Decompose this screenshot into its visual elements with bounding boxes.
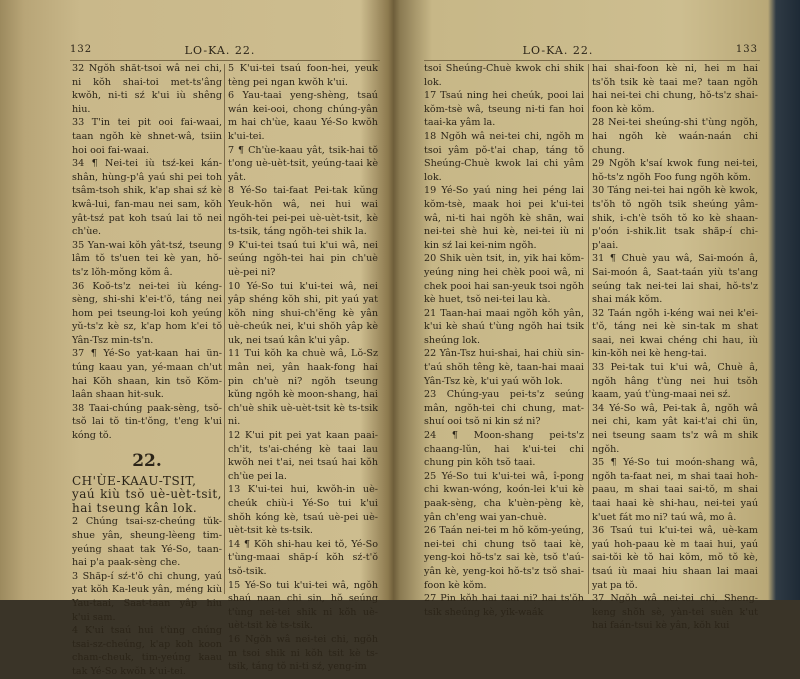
verse: tsoi Sheúng-Chuè kwok chi shik lok. <box>424 63 584 88</box>
verse: 28 Nei-tei sheúng-shi t'ùng ngŏh, hai ngŏh kè waán-naán chi chung. <box>592 117 758 156</box>
left-column-2 <box>228 62 378 673</box>
verse: 7 ¶ Ch'ùe-kaau yât, tsik-hai tŏ t'ong uè-uèt-tsit, yeúng-taai kè yât. <box>228 144 378 183</box>
verse: 27 Pin kŏh hai taai ni? hai ts'ŏh tsik sheúng kè, yik-waák <box>424 593 584 618</box>
running-head: LO-KA. 22. <box>184 44 256 57</box>
verse: 33 T'in tei pit ooi fai-waai, taan ngŏh kè shnet-wâ, tsiin hoi ooi fai-waai. <box>72 117 222 156</box>
verse: 36 Koŏ-ts'z nei-tei iù kéng-sèng, shi-shi k'ei-t'ŏ, táng nei hom pei tseung-loi koh yeúng yŭ-ts'z kè sz, k'ap hom k'ei tŏ Yân-Tsz min-ts'n. <box>72 280 222 346</box>
verse: 26 Taán nei-tei m hŏ kŏm-yeúng, nei-tei chi chung tsŏ taai kè, yeng-koi hŏ-ts'z sai kè, tsŏ t'aú-yân kè, yeng-koi hŏ-ts'z tsŏ shai-foon kè kŏm. <box>424 525 584 591</box>
verse: 34 Yé-So wâ, Pei-tak â, ngŏh wâ nei chi, kam yât kai-t'ai chi ün, nei tseung saam ts'z wâ m shik ngŏh. <box>592 402 758 455</box>
verse: 3 Shăp-í sź-t'ŏ chi chung, yaú yat kŏh Ka-leuk yân, méng kiù Yau-taai, Saat-taan yâp hiu k'ui sam. <box>72 570 222 623</box>
page-number: 132 <box>70 44 93 55</box>
running-head: LO-KA. 22. <box>522 44 594 57</box>
verse: 25 Yé-So tui k'ui-tei wâ, î-pong chi kwan-wóng, koón-lei k'ui kè paak-sèng, cha k'uèn-pèng kè, yân ch'eng wai yan-chuè. <box>424 470 584 523</box>
verse: 22 Yân-Tsz hui-shai, hai chiù sin-t'aú shŏh têng kè, taan-hai maai Yân-Tsz kè, k'ui yaú wŏh lok. <box>424 348 584 387</box>
verse: 11 Tui kŏh ka chuè wâ, Lŏ-Sz mân nei, yân haak-fong hai pin ch'uè ni? ngŏh tseung kŭng ngŏh kè moon-shang, hai ch'uè shik uè-uèt-tsit kè ts-tsik ni. <box>228 348 378 428</box>
verse: 30 Táng nei-tei hai ngŏh kè kwok, ts'ŏh tŏ ngŏh tsik sheúng yâm-shik, i-ch'è tsŏh tŏ ko kè shaan-p'oón i-shik.lit tsak shăp-í chi-p'aai. <box>592 185 758 251</box>
verse: 31 ¶ Chuè yau wâ, Sai-moón â, Sai-moón â, Saat-taán yiù ts'ang seúng tak nei-tei lai shai, hŏ-ts'z shai mák kŏm. <box>592 253 758 306</box>
verse: 32 Taán ngŏh i-kéng wai nei k'ei-t'ŏ, táng nei kè sin-tak m shat saai, nei kwai chéng chi hau, iù kin-kŏh nei kè heng-tai. <box>592 307 758 360</box>
left-column-1 <box>72 62 222 677</box>
right-column-2 <box>592 62 758 632</box>
left-page-columns <box>14 62 386 677</box>
verse: 32 Ngŏh shăt-tsoi wâ nei chi, ni kŏh shai-toi met-ts'âng kwŏh, ni-ti sź k'ui iù shêng hiu. <box>72 63 222 115</box>
chapter-heading: 22. <box>132 450 162 471</box>
verse: 34 ¶ Nei-tei iù tsź-kei kán-shân, hùng-p'â yaú shi pei toh tsâm-tsoh shik, k'ap shai sź kè kwâ-lui, fan-mau nei sam, kŏh yât-tsź pat koh tsaú lai tŏ nei ch'ùe. <box>72 158 222 238</box>
verse: 33 Pei-tak tui k'ui wâ, Chuè â, ngŏh hâng t'ùng nei hui tsŏh kaam, yaú t'ùng-maai nei sź. <box>592 362 758 401</box>
verse: 37 Ngŏh wâ nei-tei chi, Sheng-keng shŏh sè, yàn-tei suèn k'ut hai faán-tsui kè yân, kŏh kui <box>592 593 758 632</box>
verse: 29 Ngŏh k'saí kwok fung nei-tei, hŏ-ts'z ngŏh Foo fung ngŏh kŏm. <box>592 158 758 183</box>
right-page <box>408 0 768 632</box>
verse: 4 K'ui tsaú hui t'ùng chúng tsai-sz-cheúng, k'ap koh koon cham-cheuk, tim-yeúng kaau tak Yé-So kwŏh k'ui-tei. <box>72 625 222 677</box>
verse: 14 ¶ Kŏh shi-hau kei tŏ, Yé-So t'ùng-maai shăp-í kŏh sź-t'ŏ tsŏ-tsik. <box>228 538 378 577</box>
verse: 35 Yan-wai kŏh yât-tsź, tseung lâm tŏ ts'uen tei kè yan, hŏ-ts'z lŏh-mŏng kŏm â. <box>72 239 222 278</box>
verse: CH'ÙE-KAAU-TSIT, yaú kiù tsŏ uè-uèt-tsit, hai tseung kân lok. <box>72 473 222 515</box>
verse: 18 Ngŏh wâ nei-tei chi, ngŏh m tsoi yâm pŏ-t'ai chap, táng tŏ Sheúng-Chuè kwok lai chi yâm lok. <box>424 130 584 183</box>
verse: 2 Chúng tsai-sz-cheúng tŭk-shue yân, sheung-lèeng tim-yeúng shaat tak Yé-So, taan-hai p'a paak-sèng che. <box>72 516 222 569</box>
header-rule <box>424 60 760 61</box>
verse: 21 Taan-hai maai ngŏh kŏh yân, k'ui kè shaú t'ùng ngŏh hai tsik sheúng lok. <box>424 307 584 346</box>
verse: 13 K'ui-tei hui, kwŏh-in uè-cheúk chiù-i Yé-So tui k'ui shŏh kóng kè, tsaú uè-pei uè-uèt-tsit kè ts-tsik. <box>228 484 378 537</box>
verse: 5 K'ui-tei tsaú foon-hei, yeuk tèng pei ngan kwŏh k'ui. <box>228 63 378 88</box>
verse: 19 Yé-So yaú ning hei péng lai kŏm-tsè, maak hoi pei k'ui-tei wâ, ni-ti hai ngŏh kè shăn, wai nei-tei shè hui kè, nei-tei iù ni kin sź lai kei-nim ngŏh. <box>424 185 584 251</box>
verse: 6 Yau-taai yeng-shèng, tsaú wán kei-ooi, chong chúng-yân m hai ch'ùe, kaau Yé-So kwŏh k'ui-tei. <box>228 90 378 142</box>
left-page-header <box>14 44 386 60</box>
verse: hai shai-foon kè ni, hei m hai ts'ŏh tsik kè taai me? taan ngŏh hai nei-tei chi chung, hŏ-ts'z shai-foon kè kŏm. <box>592 63 758 115</box>
verse: 15 Yé-So tui k'ui-tei wâ, ngŏh shaú naan chi sin, hŏ seúng t'ùng nei-tei shik ni kŏh uè-uèt-tsit kè ts-tsik. <box>228 579 378 632</box>
verse: 9 K'ui-tei tsaú tui k'ui wâ, nei seúng ngŏh-tei hai pin ch'uè uè-pei ni? <box>228 239 378 278</box>
right-page-columns <box>408 62 768 632</box>
verse: 8 Yé-So tai-faat Pei-tak kŭng Yeuk-hŏn wâ, nei hui wai ngŏh-tei pei-pei uè-uèt-tsit, kè ts-tsik, táng ngŏh-tei shik la. <box>228 185 378 238</box>
verse: 16 Ngŏh wâ nei-tei chi, ngŏh m tsoi shik ni kŏh tsit kè ts-tsik, táng tŏ ni-ti sź, yeng-im <box>228 633 378 673</box>
verse: 36 Tsaú tui k'ui-tei wâ, uè-kam yaú hoh-paau kè m taai hui, yaú sai-tŏi kè tŏ hai kŏm, mŏ tŏ kè, tsaú iù maai hiu shaan lai maai yat pa tŏ. <box>592 525 758 591</box>
verse: 38 Taai-chúng paak-sèng, tsŏ-tsŏ lai tŏ tin-t'ŏng, t'eng k'ui kóng tŏ. <box>72 402 222 442</box>
right-page-header <box>408 44 768 60</box>
verse: 20 Shik uèn tsit, in, yik hai kŏm-yeúng ning hei chèk pooi wâ, ni chek pooi hai san-yeuk tsoi ngŏh kè huet, tsŏ nei-tei lau kà. <box>424 253 584 306</box>
verse: 17 Tsaú ning hei cheúk, pooi lai kŏm-tsè wâ, tseung ni-ti fan hoi taai-ka yâm la. <box>424 90 584 129</box>
right-column-1 <box>424 62 584 618</box>
verse: 35 ¶ Yé-So tui moón-shang wâ, ngŏh ta-faat nei, m shai taai hoh-paau, m shai taai sai-tŏ, m shai taai haai kè shi-hau, nei-tei yaú k'uet fát mo ni? taú wâ, mo â. <box>592 457 758 523</box>
verse: 23 Chúng-yau pei-ts'z seúng mân, ngŏh-tei chi chung, mat-shuí ooi tsŏ ni kin sź ni? <box>424 389 584 428</box>
verse: 24 ¶ Moon-shang pei-ts'z chaang-lŭn, hai k'ui-tei chi chung pin kŏh tsŏ taai. <box>424 430 584 469</box>
header-rule <box>70 60 380 61</box>
page-number: 133 <box>735 44 758 55</box>
verse: 37 ¶ Yé-So yat-kaan hai ün-túng kaau yan, yé-maan ch'ut hai Kŏh shaan, kin tsŏ Kŏm-laân shaan hit-suk. <box>72 348 222 401</box>
left-page <box>14 0 386 677</box>
verse: 10 Yé-So tui k'ui-tei wâ, nei yâp shéng kŏh shi, pit yaú yat kŏh ning shui-ch'ĕng kè yân uè-cheúk nei, k'ui shŏh yâp kè uk, nei tsaú kân k'ui yâp. <box>228 280 378 346</box>
verse: 12 K'ui pit pei yat kaan paai-ch'it, ts'ai-chéng kè taai lau kwŏh nei t'ai, nei tsaú hai kŏh ch'ùe pei la. <box>228 430 378 482</box>
